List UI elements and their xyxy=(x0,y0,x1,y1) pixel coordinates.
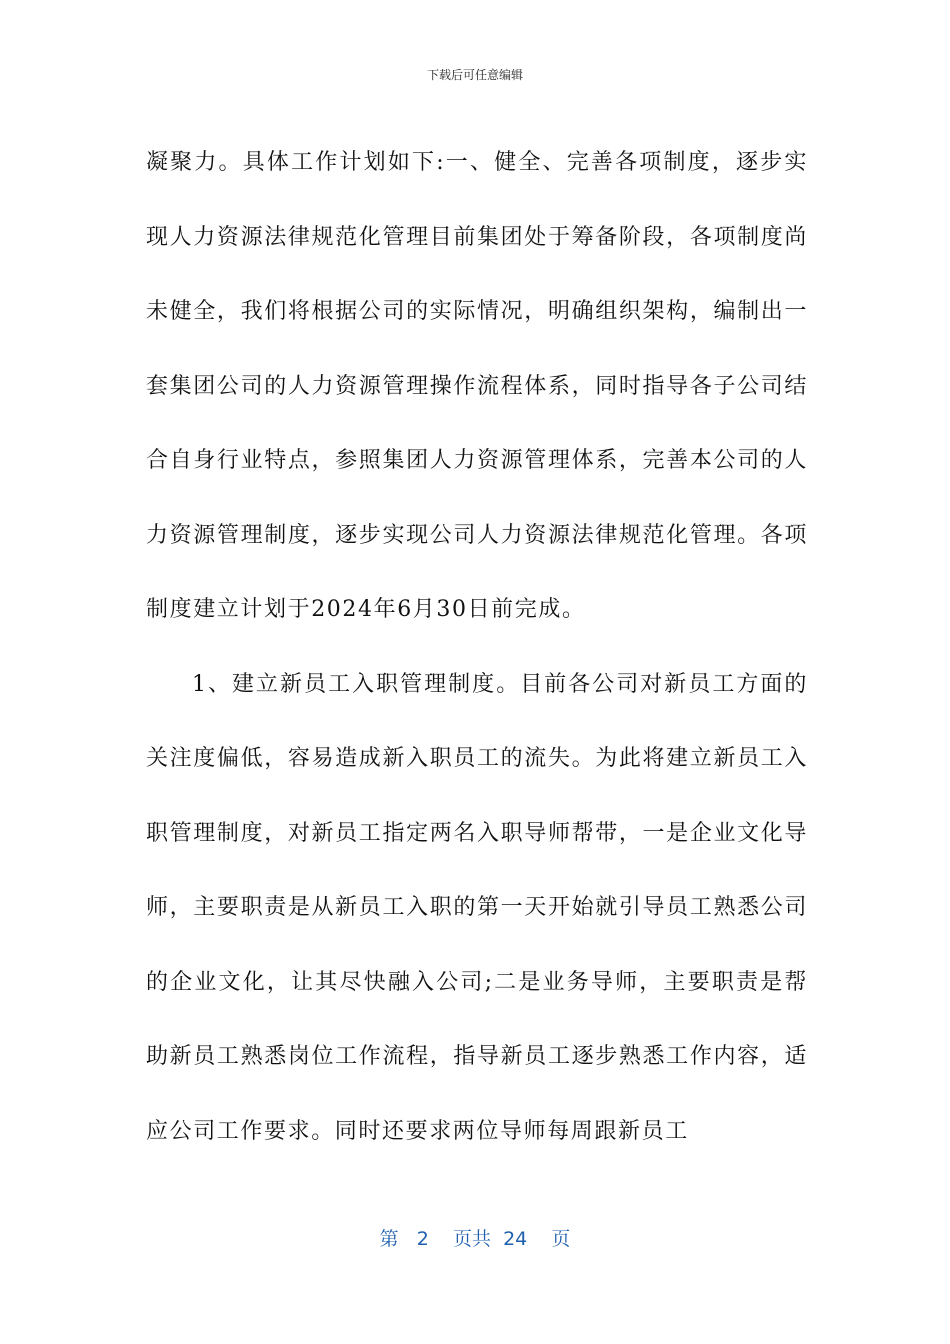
footer-mid: 页共 xyxy=(452,1228,491,1250)
body-paragraph-1: 凝聚力。具体工作计划如下:一、健全、完善各项制度，逐步实现人力资源法律规范化管理目前集团处于筹备阶段，各项制度尚未健全，我们将根据公司的实际情况，明确组织架构，编制出一套集团公司的人力资源管理操作流程体系，同时指导各子公司结合自身行业特点，参照集团人力资源管理体系，完善本公司的人力资源管理制度，逐步实现公司人力资源法律规范化管理。各项制度建立计划于2024年6月30日前完成。 xyxy=(146,150,808,622)
document-body xyxy=(146,126,808,1169)
body-paragraph-2: 1、建立新员工入职管理制度。目前各公司对新员工方面的关注度偏低，容易造成新入职员工的流失。为此将建立新员工入职管理制度，对新员工指定两名入职导师帮带，一是企业文化导师，主要职责是从新员工入职的第一天开始就引导员工熟悉公司的企业文化，让其尽快融入公司;二是业务导师，主要职责是帮助新员工熟悉岗位工作流程，指导新员工逐步熟悉工作内容，适应公司工作要求。同时还要求两位导师每周跟新员工 xyxy=(146,671,808,1144)
footer-total-pages: 24 xyxy=(503,1228,528,1250)
footer-suffix: 页 xyxy=(551,1228,571,1250)
footer-current-page: 2 xyxy=(416,1228,429,1250)
header-text: 下载后可任意编辑 xyxy=(426,68,523,82)
page-footer xyxy=(0,1225,950,1253)
footer-prefix: 第 xyxy=(379,1228,399,1250)
page-header xyxy=(0,66,950,84)
